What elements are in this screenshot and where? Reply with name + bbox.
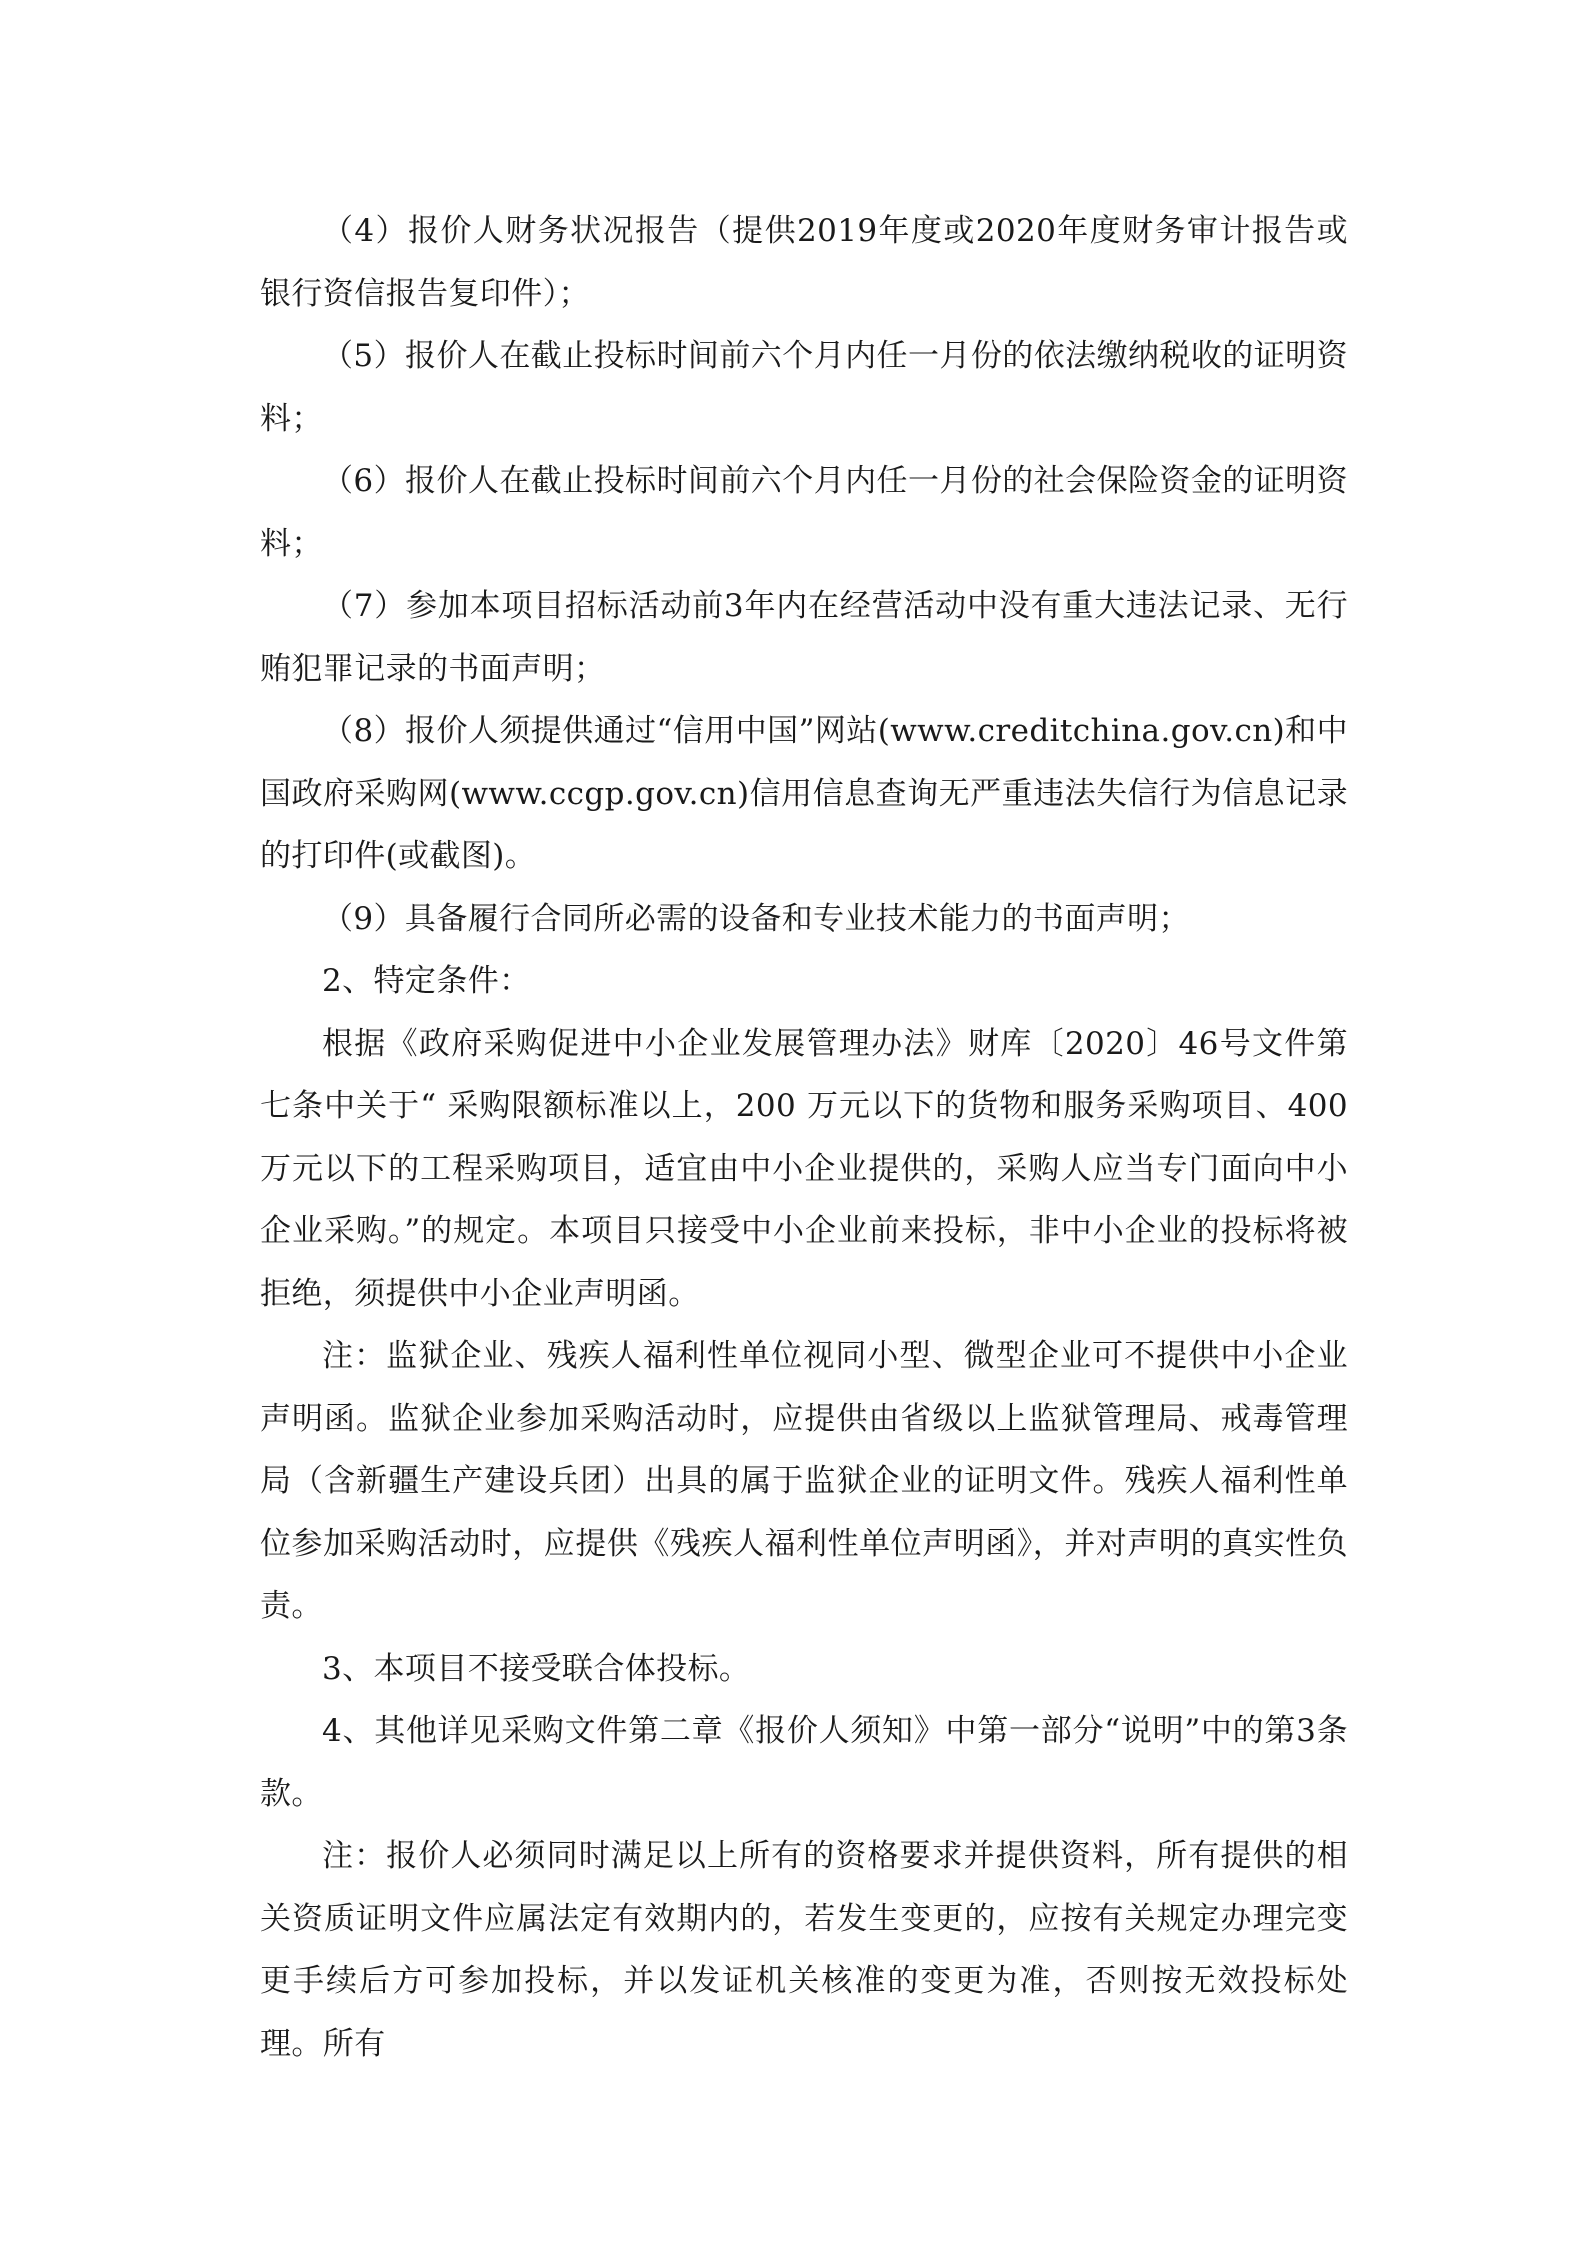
paragraph-4-financial-report: （4）报价人财务状况报告（提供2019年度或2020年度财务审计报告或银行资信报告复印件）； (260, 213, 1348, 312)
paragraph-note-qualification: 注：报价人必须同时满足以上所有的资格要求并提供资料，所有提供的相关资质证明文件应属法定有效期内的，若发生变更的，应按有关规定办理完变更手续后方可参加投标，并以发证机关核准的变更为准，否则按无效投标处理。所有 (260, 1838, 1348, 2062)
paragraph-9-capability-statement: （9）具备履行合同所必需的设备和专业技术能力的书面声明； (322, 900, 1190, 937)
paragraph-note-prison-disabled: 注：监狱企业、残疾人福利性单位视同小型、微型企业可不提供中小企业声明函。监狱企业参加采购活动时，应提供由省级以上监狱管理局、戒毒管理局（含新疆生产建设兵团）出具的属于监狱企业的证明文件。残疾人福利性单位参加采购活动时，应提供《残疾人福利性单位声明函》，并对声明的真实性负责。 (260, 1338, 1348, 1624)
paragraph-3-no-consortium: 3、本项目不接受联合体投标。 (322, 1650, 751, 1687)
paragraph-6-social-insurance-proof: （6）报价人在截止投标时间前六个月内任一月份的社会保险资金的证明资料； (260, 463, 1348, 562)
heading-specific-conditions: 2、特定条件： (322, 963, 531, 999)
paragraph-8-credit-check: （8）报价人须提供通过“信用中国”网站(www.creditchina.gov.cn)和中国政府采购网(www.ccgp.gov.cn)信用信息查询无严重违法失信行为信息记录的打印件(或截图)。 (260, 713, 1348, 874)
paragraph-sme-policy: 根据《政府采购促进中小企业发展管理办法》财库〔2020〕46号文件第七条中关于“ 采购限额标准以上，200 万元以下的货物和服务采购项目、400 万元以下的工程采购项目，适宜由中小企业提供的，采购人应当专门面向中小企业采购。”的规定。本项目只接受中小企业前来投标，非中小企业的投标将被拒绝，须提供中小企业声明函。 (260, 1025, 1348, 1312)
paragraph-7-no-violation-statement: （7）参加本项目招标活动前3年内在经营活动中没有重大违法记录、无行贿犯罪记录的书面声明； (260, 588, 1348, 687)
document-body (260, 200, 1348, 2075)
paragraph-4-other-details: 4、其他详见采购文件第二章《报价人须知》中第一部分“说明”中的第3条款。 (260, 1713, 1348, 1812)
paragraph-5-tax-proof: （5）报价人在截止投标时间前六个月内任一月份的依法缴纳税收的证明资料； (260, 338, 1348, 437)
